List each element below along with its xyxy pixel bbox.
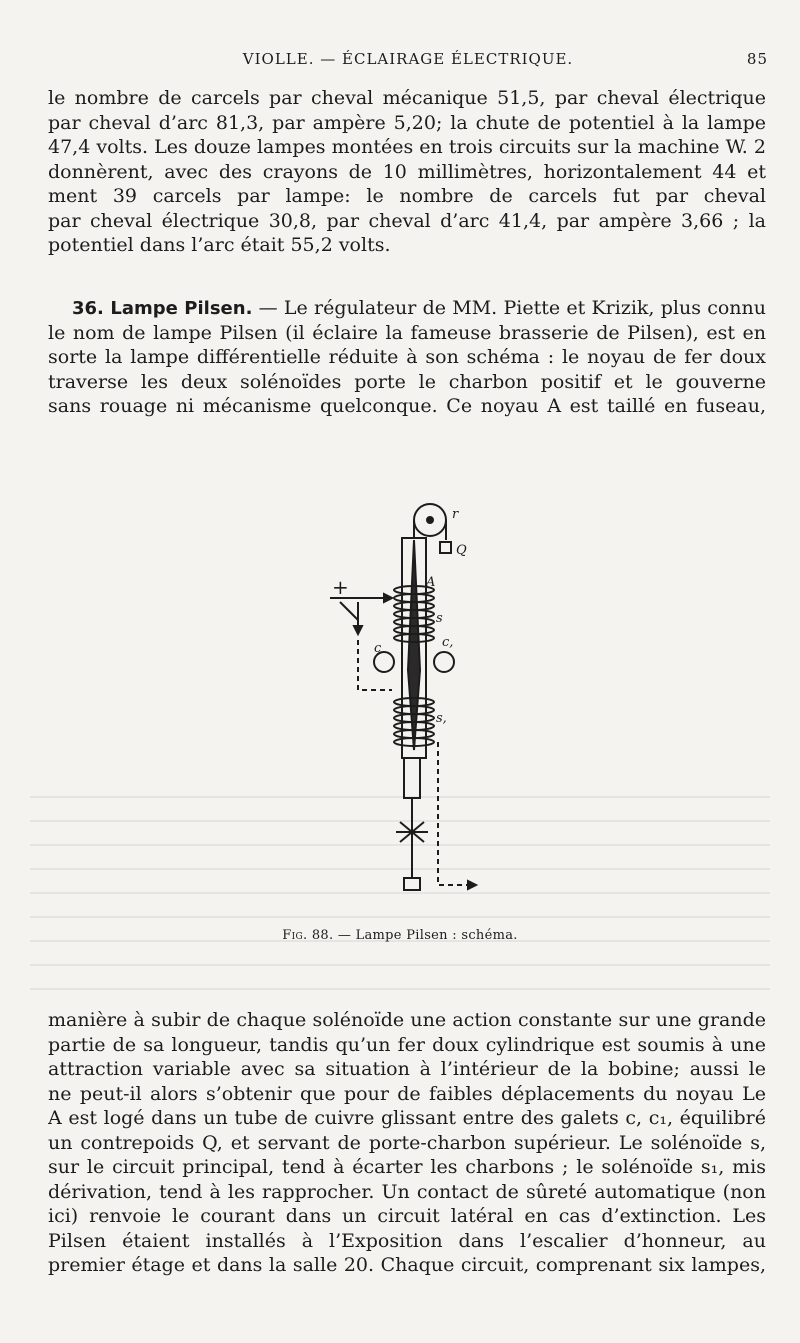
text-line: A est logé dans un tube de cuivre glissant entre des galets c, c₁, équilibré <box>48 1107 766 1129</box>
lampe-pilsen-schematic <box>300 490 520 910</box>
label-r: r <box>452 507 459 522</box>
text-line: sur le circuit principal, tend à écarter les charbons ; le solénoïde s₁, mis <box>48 1156 766 1178</box>
label-c: c <box>374 641 382 656</box>
text-line: dérivation, tend à les rapprocher. Un contact de sûreté automatique (non <box>48 1180 766 1203</box>
label-s1: s, <box>436 711 447 726</box>
text-line: manière à subir de chaque solénoïde une action constante sur une grande <box>48 1009 766 1031</box>
page-number: 85 <box>746 50 768 68</box>
label-c1: c, <box>442 635 454 650</box>
figure-caption <box>0 928 800 943</box>
text-line: ment 39 carcels par lampe: le nombre de carcels fut par cheval <box>48 185 766 207</box>
running-title: VIOLLE. — ÉCLAIRAGE ÉLECTRIQUE. <box>242 50 574 68</box>
spindle-core-a <box>408 540 420 750</box>
figure-number: Fig. 88. <box>282 928 334 943</box>
text-line: Pilsen étaient installés à l’Exposition dans l’escalier d’honneur, au <box>48 1229 766 1252</box>
text-line: par cheval électrique 30,8, par cheval d’arc 41,4, par ampère 3,66 ; la <box>48 209 766 232</box>
running-header <box>48 50 768 76</box>
text-line: un contrepoids Q, et servant de porte-charbon supérieur. Le solénoïde s, <box>48 1131 766 1154</box>
heading-continuation: — Le régulateur de MM. Piette et Krizik, plus connu <box>258 297 766 319</box>
text-line <box>48 296 766 321</box>
label-s: s <box>436 611 443 626</box>
text-line: donnèrent, avec des crayons de 10 millimètres, horizontalement 44 et <box>48 160 766 183</box>
text-line: attraction variable avec sa situation à l’intérieur de la bobine; aussi le <box>48 1058 766 1080</box>
text-line: ici) renvoie le courant dans un circuit latéral en cas d’extinction. Les <box>48 1205 766 1227</box>
text-line: traverse les deux solénoïdes porte le charbon positif et le gouverne <box>48 370 766 393</box>
text-line: sans rouage ni mécanisme quelconque. Ce noyau A est taillé en fuseau, <box>48 395 766 417</box>
text-line: le nom de lampe Pilsen (il éclaire la fameuse brasserie de Pilsen), est en <box>48 321 766 344</box>
solenoid-s1 <box>394 698 434 746</box>
text-line: premier étage et dans la salle 20. Chaque circuit, comprenant six lampes, <box>48 1254 766 1276</box>
paragraph-lampe-pilsen <box>48 296 766 419</box>
roller-c1 <box>434 652 454 672</box>
figure-caption-text: — Lampe Pilsen : schéma. <box>333 928 518 943</box>
text-line: potentiel dans l’arc était 55,2 volts. <box>48 234 391 256</box>
section-heading: 36. Lampe Pilsen. <box>72 298 253 319</box>
text-line: ne peut-il alors s’obtenir que pour de faibles déplacements du noyau Le <box>48 1082 766 1105</box>
label-q: Q <box>456 543 467 558</box>
counterweight-q <box>440 542 451 553</box>
label-a: A <box>426 575 436 590</box>
arc-spark <box>396 818 428 846</box>
paragraph-description <box>48 1008 766 1278</box>
text-line: 47,4 volts. Les douze lampes montées en trois circuits sur la machine W. 2 <box>48 136 766 158</box>
paragraph-measurements <box>48 86 766 258</box>
text-line: le nombre de carcels par cheval mécanique 51,5, par cheval électrique <box>48 87 766 109</box>
text-line: sorte la lampe différentielle réduite à son schéma : le noyau de fer doux <box>48 346 766 368</box>
label-plus: + <box>332 575 349 599</box>
text-line: par cheval d’arc 81,3, par ampère 5,20; la chute de potentiel à la lampe <box>48 111 766 134</box>
lower-carbon-base <box>404 878 420 890</box>
text-line: partie de sa longueur, tandis qu’un fer doux cylindrique est soumis à une <box>48 1033 766 1056</box>
